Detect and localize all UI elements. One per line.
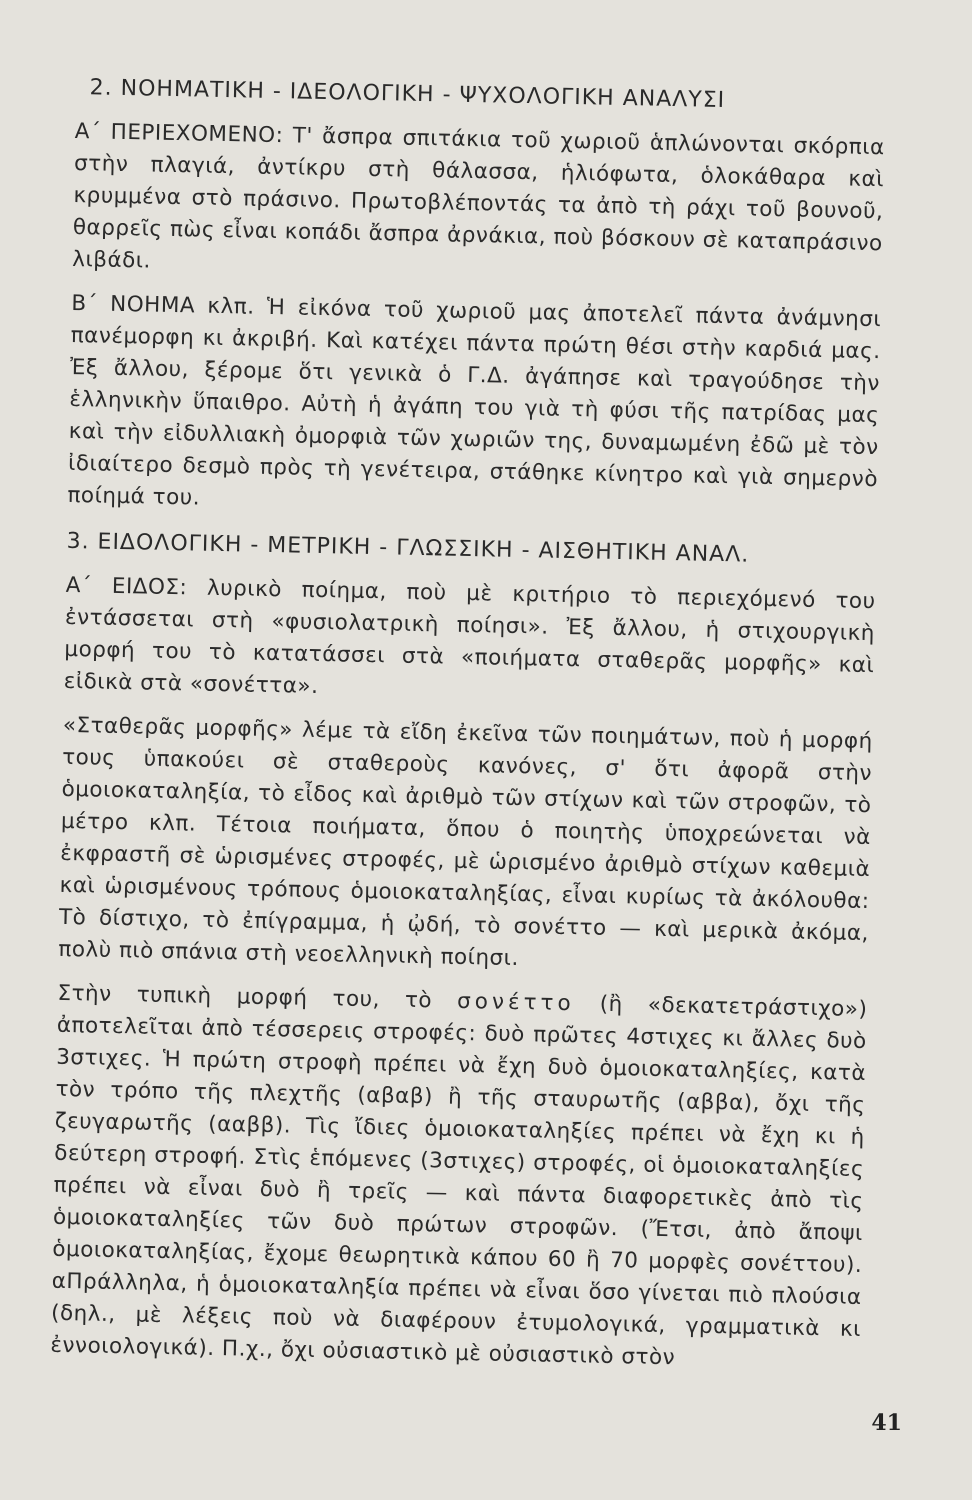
section-3-paragraph-fixed-form: «Σταθερᾶς μορφῆς» λέμε τὰ εἴδη ἐκεῖνα τῶν ποιημάτων, ποὺ ἡ μορφή τους ὑπακούει σὲ σταθεροὺς κανόνες, σ' ὅτι ἀφορᾶ στὴν ὁμοιοκαταληξία, τὸ εἶδος καὶ ἀριθμὸ τῶν στίχων καὶ τῶν στροφῶν, τὸ μέτρο κλπ. Τέτοια ποιήματα, ὅπου ὁ ποιητὴς ὑποχρεώνεται νὰ ἐκφραστῆ σὲ ὡρισμένες στροφές, μὲ ὡρισμένο ἀριθμὸ στίχων καθεμιὰ καὶ ὡρισμένους τρόπους ὁμοιοκαταληξίας, εἶναι κυρίως τὰ ἀκόλουθα: Τὸ δίστιχο, τὸ ἐπίγραμμα, ἡ ᾠδή, τὸ σονέττο — καὶ μερικὰ ἀκόμα, πολὺ πιὸ σπάνια στὴ νεοελληνικὴ ποίησι. [58,712,873,972]
section-2-heading: 2. ΝΟΗΜΑΤΙΚΗ - ΙΔΕΟΛΟΓΙΚΗ - ΨΥΧΟΛΟΓΙΚΗ ΑΝΑΛΥΣΙ [89,75,726,114]
page-text [50,72,886,1390]
section-3-paragraph-genre: Α΄ ΕΙΔΟΣ: λυρικὸ ποίημα, ποὺ μὲ κριτήριο τὸ περιεχόμενό του ἐντάσσεται στὴ «φυσιολατρικὴ ποίησι». Ἐξ ἄλλου, ἡ στιχουργικὴ μορφή του τὸ κατατάσσει στὰ «ποιήματα σταθερᾶς μορφῆς» καὶ εἰδικὰ στὰ «σονέττα». [63,572,876,699]
section-3-heading: 3. ΕΙΔΟΛΟΓΙΚΗ - ΜΕΤΡΙΚΗ - ΓΛΩΣΣΙΚΗ - ΑΙΣΘΗΤΙΚΗ ΑΝΑΛ. [66,528,750,568]
page-number: 41 [871,1410,902,1436]
sonnet-text-before: Στὴν τυπικὴ μορφή του, τὸ [57,980,433,1014]
sonnet-spaced-word: σονέττο [456,988,575,1017]
section-3-paragraph-sonnet [50,978,868,1378]
sonnet-text-after: (ἢ «δεκατετράστιχο») ἀποτελεῖται ἀπὸ τέσσερεις στροφές: δυὸ πρῶτες 4στιχες κι ἄλλες δυὸ 3στιχες. Ἡ πρώτη στροφὴ πρέπει νὰ ἔχη δυὸ ὁμοιοκαταληξίες, κατὰ τὸν τρόπο τῆς πλεχτῆς (αβαβ) ἢ τῆς σταυρωτῆς (αββα), ὄχι τῆς ζευγαρωτῆς (ααββ). Τὶς ἴδιες ὁμοιοκαταληξίες πρέπει νὰ ἔχη κι ἡ δεύτερη στροφή. Στὶς ἑπόμενες (3στιχες) στροφές, οἱ ὁμοιοκαταληξίες πρέπει νὰ εἶναι δυὸ ἢ τρεῖς — καὶ πάντα διαφορετικὲς ἀπὸ τὶς ὁμοιοκαταληξίες τῶν δυὸ πρώτων στροφῶν. (Ἔτσι, ἀπὸ ἄποψι ὁμοιοκαταληξίας, ἔχομε θεωρητικὰ κάπου 60 ἢ 70 μορφὲς σονέττου). αΠράλληλα, ἡ ὁμοιοκαταληξία πρέπει νὰ εἶναι ὅσο γίνεται πιὸ πλούσια (δηλ., μὲ λέξεις ποὺ νὰ διαφέρουν ἐτυμολογικά, γραμματικὰ κι ἐννοιολογικά). Π.χ., ὄχι οὐσιαστικὸ μὲ οὐσιαστικὸ στὸν [50,991,868,1371]
section-2-paragraph-meaning: Β΄ ΝΟΗΜΑ κλπ. Ἡ εἰκόνα τοῦ χωριοῦ μας ἀποτελεῖ πάντα ἀνάμνησι πανέμορφη κι ἀκριβή. Καὶ κατέχει πάντα πρώτη θέσι στὴν καρδιά μας. Ἐξ ἄλλου, ξέρομε ὅτι γενικὰ ὁ Γ.Δ. ἀγάπησε καὶ τραγούδησε τὴν ἑλληνικὴν ὕπαιθρο. Αὐτὴ ἡ ἀγάπη του γιὰ τὴ φύσι τῆς πατρίδας μας καὶ τὴν εἰδυλλιακὴ ὀμορφιὰ τῶν χωριῶν της, δυναμωμένη ἐδῶ μὲ τὸν ἰδιαίτερο δεσμὸ πρὸς τὴ γενέτειρα, στάθηκε κίνητρο καὶ γιὰ σημερνὸ ποίημά του. [67,290,882,511]
section-2-paragraph-content: Α΄ ΠΕΡΙΕΧΟΜΕΝΟ: Τ' ἄσπρα σπιτάκια τοῦ χωριοῦ ἁπλώνονται σκόρπια στὴν πλαγιά, ἀντίκρυ στὴ θάλασσα, ἡλιόφωτα, ὁλοκάθαρα καὶ κρυμμένα στὸ πράσινο. Πρωτοβλέποντάς τα ἀπὸ τὴ ράχι τοῦ βουνοῦ, θαρρεῖς πὼς εἶναι κοπάδι ἄσπρα ἀρνάκια, ποὺ βόσκουν σὲ καταπράσινο λιβάδι. [71,118,885,274]
